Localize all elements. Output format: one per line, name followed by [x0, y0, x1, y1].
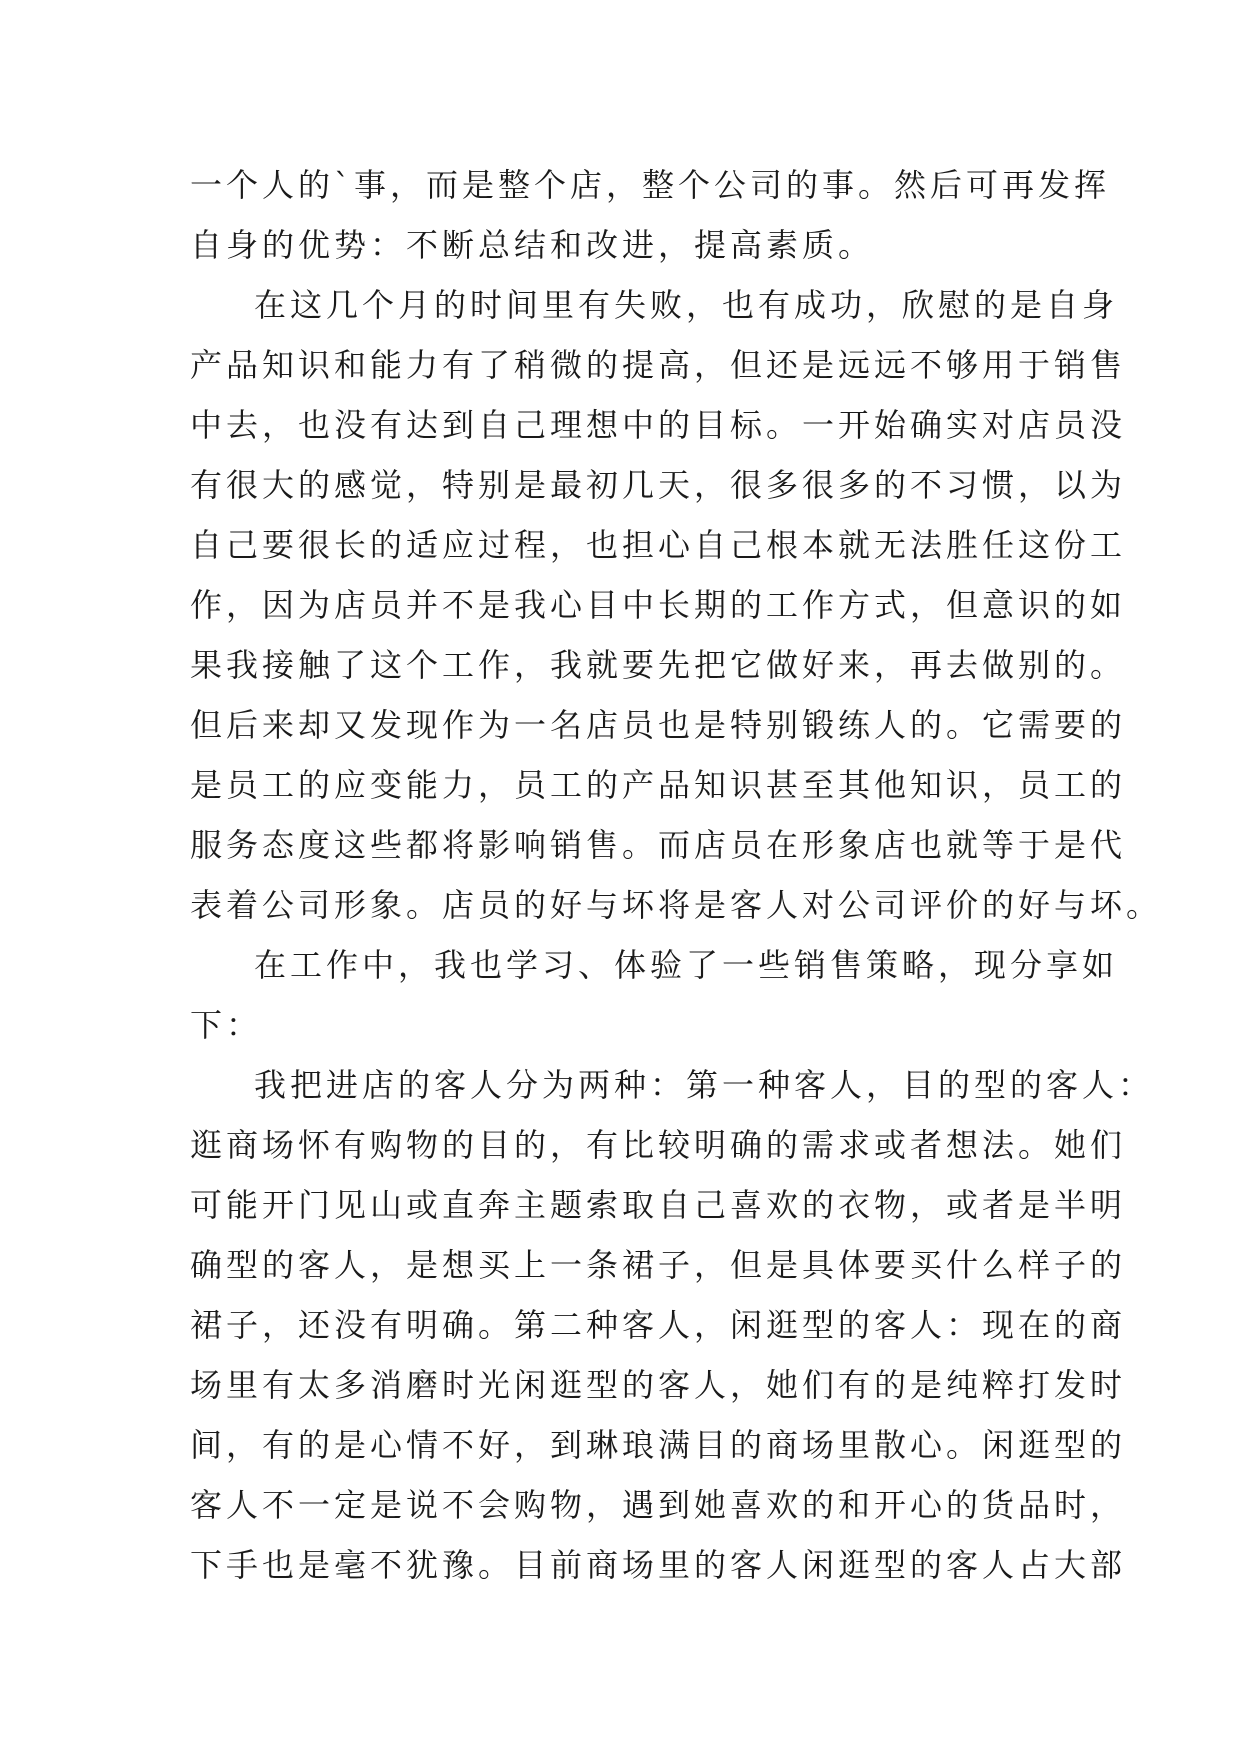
text-line: 中去，也没有达到自己理想中的目标。一开始确实对店员没	[190, 406, 1127, 444]
paragraph-first-line: 我把进店的客人分为两种：第一种客人，目的型的客人：	[254, 1066, 1155, 1104]
text-line: 服务态度这些都将影响销售。而店员在形象店也就等于是代	[190, 826, 1127, 864]
text-line: 间，有的是心情不好，到琳琅满目的商场里散心。闲逛型的	[190, 1426, 1127, 1464]
text-line: 但后来却又发现作为一名店员也是特别锻练人的。它需要的	[190, 706, 1127, 744]
paragraph-first-line: 在这几个月的时间里有失败，也有成功，欣慰的是自身	[254, 286, 1119, 324]
text-line: 可能开门见山或直奔主题索取自己喜欢的衣物，或者是半明	[190, 1186, 1127, 1224]
text-line: 一个人的`事，而是整个店，整个公司的事。然后可再发挥	[190, 166, 1111, 204]
text-line: 裙子，还没有明确。第二种客人，闲逛型的客人：现在的商	[190, 1306, 1127, 1344]
text-line: 产品知识和能力有了稍微的提高，但还是远远不够用于销售	[190, 346, 1127, 384]
text-line: 场里有太多消磨时光闲逛型的客人，她们有的是纯粹打发时	[190, 1366, 1127, 1404]
text-line: 自己要很长的适应过程，也担心自己根本就无法胜任这份工	[190, 526, 1127, 564]
text-line: 确型的客人，是想买上一条裙子，但是具体要买什么样子的	[190, 1246, 1127, 1284]
paragraph-first-line: 在工作中，我也学习、体验了一些销售策略，现分享如	[254, 946, 1119, 984]
text-line: 表着公司形象。店员的好与坏将是客人对公司评价的好与坏。	[190, 886, 1163, 924]
text-line: 自身的优势：不断总结和改进，提高素质。	[190, 226, 875, 264]
text-line: 逛商场怀有购物的目的，有比较明确的需求或者想法。她们	[190, 1126, 1127, 1164]
text-line: 客人不一定是说不会购物，遇到她喜欢的和开心的货品时，	[190, 1486, 1127, 1524]
text-line: 有很大的感觉，特别是最初几天，很多很多的不习惯，以为	[190, 466, 1127, 504]
text-line: 果我接触了这个工作，我就要先把它做好来，再去做别的。	[190, 646, 1127, 684]
body-text	[190, 155, 1163, 1595]
text-line: 作，因为店员并不是我心目中长期的工作方式，但意识的如	[190, 586, 1127, 624]
text-line: 是员工的应变能力，员工的产品知识甚至其他知识，员工的	[190, 766, 1127, 804]
text-line: 下手也是毫不犹豫。目前商场里的客人闲逛型的客人占大部	[190, 1546, 1127, 1584]
text-line: 下：	[190, 1006, 263, 1044]
